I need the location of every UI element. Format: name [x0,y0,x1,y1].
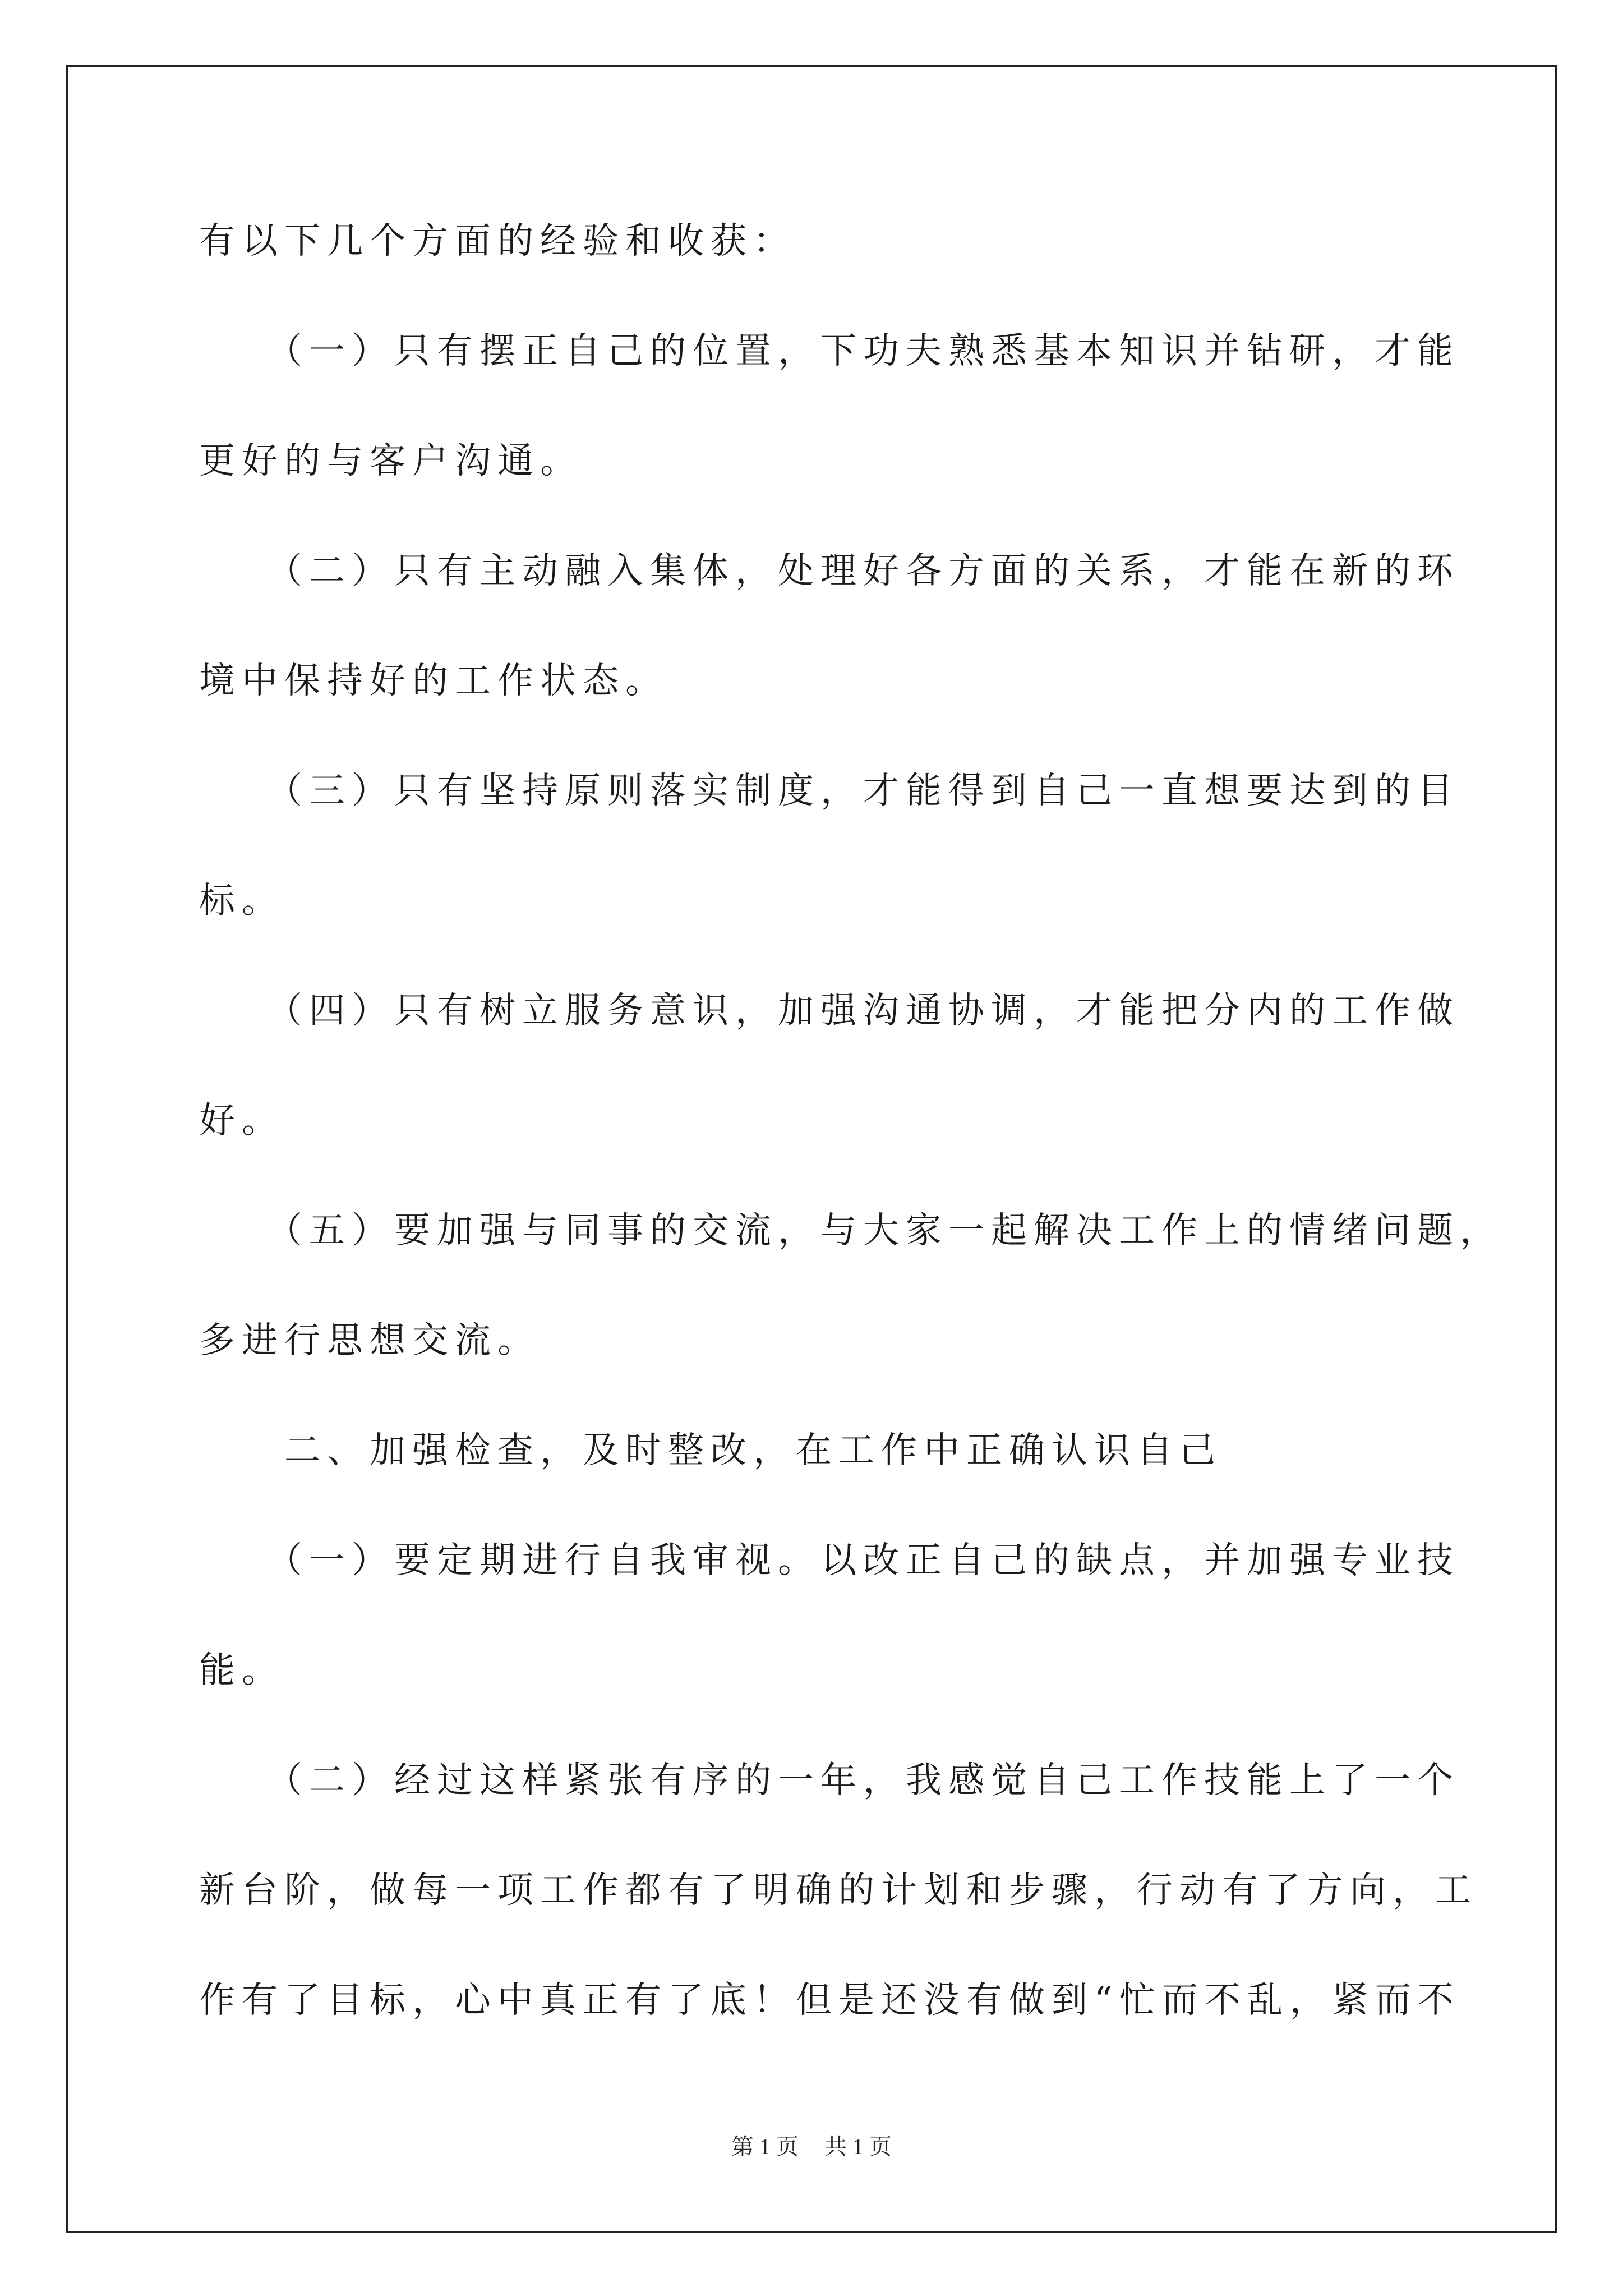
page-footer [0,2133,1623,2161]
paragraph-line: （二）只有主动融入集体，处理好各方面的关系，才能在新的环 [199,550,1460,592]
page-number: 第 1 页 [731,2134,799,2159]
section-heading: 二、加强检查，及时整改，在工作中正确认识自己 [199,1430,1222,1471]
paragraph-line: （二）经过这样紧张有序的一年，我感觉自己工作技能上了一个 [199,1760,1460,1801]
page-total: 共 1 页 [824,2134,892,2159]
paragraph-line: 更好的与客户沟通。 [199,440,583,482]
paragraph-line: （一）要定期进行自我审视。以改正自己的缺点，并加强专业技 [199,1540,1460,1581]
paragraph-line: （一）只有摆正自己的位置，下功夫熟悉基本知识并钻研，才能 [199,330,1460,372]
paragraph-line: （四）只有树立服务意识，加强沟通协调，才能把分内的工作做 [199,990,1460,1032]
paragraph-line: 好。 [199,1100,284,1142]
paragraph-line: 有以下几个方面的经验和收获： [199,220,796,262]
paragraph-line: 境中保持好的工作状态。 [199,660,668,702]
paragraph-line: （三）只有坚持原则落实制度，才能得到自己一直想要达到的目 [199,770,1460,812]
paragraph-line: 标。 [199,880,284,922]
paragraph-line: 新台阶，做每一项工作都有了明确的计划和步骤，行动有了方向，工 [199,1870,1478,1911]
paragraph-line: 作有了目标，心中真正有了底！但是还没有做到“忙而不乱，紧而不 [199,1980,1460,2021]
paragraph-line: 能。 [199,1650,284,1691]
paragraph-line: 多进行思想交流。 [199,1320,540,1361]
paragraph-line: （五）要加强与同事的交流，与大家一起解决工作上的情绪问题， [199,1210,1502,1251]
